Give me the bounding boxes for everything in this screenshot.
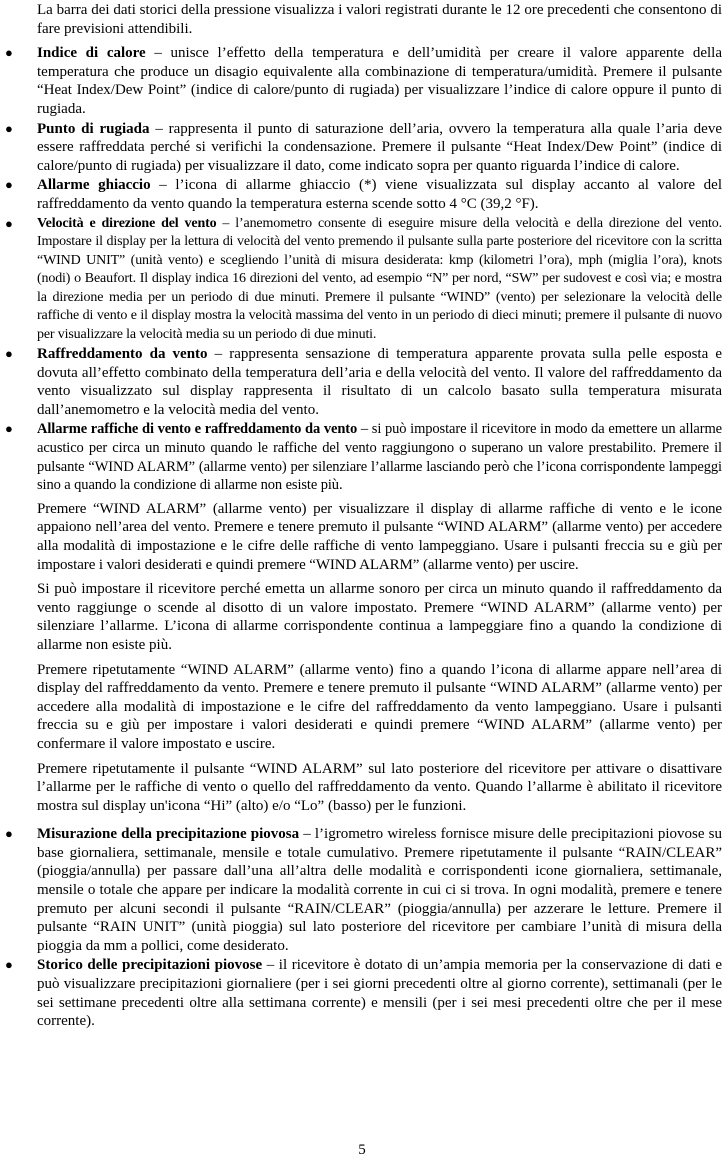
- item-text: – l’icona di allarme ghiaccio (*) viene visualizzata sul display accanto al valore del raffreddamento da vento quando la temperatura esterna scende sotto 4 °C (39,2 °F).: [37, 177, 722, 212]
- wind-alarm-paragraph-4: Premere ripetutamente il pulsante “WIND ALARM” sul lato posteriore del ricevitore per attivare o disattivare l’allarme per le raffiche di vento o quello del raffreddamento da vento. Quando l’allarme è abilitato il ricevitore mostra sul display un'icona “Hi” (alto) e/o “Lo” (basso) per le funzioni.: [37, 760, 722, 814]
- list-item-wind-chill: [5, 345, 722, 419]
- list-item-dew-point: [5, 120, 722, 176]
- item-text: – unisce l’effetto della temperatura e dell’umidità per creare il valore apparente della temperatura che produce un disagio equivalente alla combinazione di temperatura/umidità. Premere il pulsante “Heat Index/Dew Point” (indice di calore/punto di rugiada) per visualizzare l’indice di calore oppure il punto di rugiada.: [37, 45, 722, 117]
- item-term: Raffreddamento da vento: [37, 346, 208, 363]
- item-text: – l’igrometro wireless fornisce misure delle precipitazioni piovose su base giornaliera, settimanale, mensile e totale cumulativo. Premere ripetutamente il pulsante “RAIN/CLEAR” (pioggia/annulla) per passare dall’una all’altra delle modalità e corrispondenti icone giornaliera, settimanale, mensile o totale che appare per indicare la modalità corrente in cui ci si trova. In ogni modalità, premere e tenere premuto per alcuni secondi il pulsante “RAIN/CLEAR” (pioggia/annulla) per azzerare le letture. Premere il pulsante “RAIN UNIT” (unità pioggia) sul lato posteriore del ricevitore per cambiare l’unità di misura della pioggia da mm a pollici, come desiderato.: [37, 826, 722, 954]
- bullet-icon: ●: [5, 957, 13, 973]
- list-item-rain-measurement: [5, 825, 722, 955]
- intro-paragraph: La barra dei dati storici della pressione visualizza i valori registrati durante le 12 ore precedenti che consentono di fare previsioni attendibili.: [37, 2, 722, 37]
- list-item-wind-speed-direction: [5, 215, 722, 345]
- bullet-icon: ●: [5, 826, 13, 842]
- bullet-icon: ●: [5, 215, 13, 231]
- wind-alarm-paragraph-1: Premere “WIND ALARM” (allarme vento) per visualizzare il display di allarme raffiche di vento e le icone appaiono nell’area del vento. Premere e tenere premuto il pulsante “WIND ALARM” (allarme vento) per accedere alla modalità di impostazione e le cifre delle raffiche di vento lampeggiano. Usare i pulsanti freccia su e giù per impostare i valori desiderati e quindi premere “WIND ALARM” (allarme vento) per uscire.: [37, 500, 722, 573]
- item-text: – si può impostare il ricevitore in modo da emettere un allarme acustico per circa un minuto quando le raffiche del vento raggiungono o superano un valore prestabilito. Premere il pulsante “WIND ALARM” (allarme vento) per silenziare l’allarme lasciando però che l’icona corrispondente lampeggi sino a quando la condizione di allarme non esiste più.: [37, 421, 722, 494]
- item-text: – rappresenta il punto di saturazione dell’aria, ovvero la temperatura alla quale l’aria deve essere raffreddata perché si verifichi la condensazione. Premere il pulsante “Heat Index/Dew Point” (indice di calore/punto di rugiada) per visualizzare il dato, come indicato sopra per quanto riguarda l’indice di calore.: [37, 120, 722, 174]
- item-term: Misurazione della precipitazione piovosa: [37, 826, 300, 843]
- wind-alarm-paragraph-2: Si può impostare il ricevitore perché emetta un allarme sonoro per circa un minuto quando il raffreddamento da vento raggiunge o scende al disotto di un valore impostato. Premere “WIND ALARM” (allarme vento) per silenziare l’allarme. L’icona di allarme corrispondente continua a lampeggiare fino a quando la condizione di allarme non esiste più.: [37, 581, 722, 653]
- list-item-heat-index: [5, 44, 722, 118]
- bullet-icon: ●: [5, 421, 13, 437]
- item-term: Allarme raffiche di vento e raffreddamento da vento: [37, 421, 358, 438]
- page-number: 5: [358, 1142, 366, 1158]
- item-term: Velocità e direzione del vento: [37, 215, 217, 231]
- rain-feature-list: [5, 825, 722, 1031]
- feature-list: [5, 44, 722, 495]
- bullet-icon: ●: [5, 177, 13, 193]
- item-term: Punto di rugiada: [37, 120, 150, 137]
- item-term: Indice di calore: [37, 45, 146, 62]
- document-page: [0, 1, 724, 1160]
- list-item-ice-alarm: [5, 176, 722, 213]
- item-text: – il ricevitore è dotato di un’ampia memoria per la conservazione di dati e può visualizzare precipitazioni giornaliere (per i sei giorni precedenti oltre al giorno corrente), settimanali (per le sei settimane precedenti oltre alla settimana corrente) e mensili (per i sei mesi precedenti oltre che per il mese corrente).: [37, 957, 722, 1030]
- list-item-rain-history: [5, 956, 722, 1030]
- list-item-wind-alarm: [5, 420, 722, 494]
- bullet-icon: ●: [5, 45, 13, 61]
- item-term: Storico delle precipitazioni piovose: [37, 957, 263, 974]
- item-text: – l’anemometro consente di eseguire misure della velocità e della direzione del vento. Impostare il display per la lettura di velocità del vento premendo il pulsante sulla parte posteriore del ricevitore con la scritta “WIND UNIT” (unità vento) e scegliendo l’unità di misura desiderata: kmp (kilometri l’ora), mph (miglia l’ora), knots (nodi) o Beaufort. Il display indica 16 direzioni del vento, ad esempio “N” per nord, “SW” per sudovest e così via; e mostra la direzione media per un periodo di due minuti. Premere il pulsante “WIND” (vento) per selezionare la velocità delle raffiche di vento e il display mostra la velocità massima del vento in un periodo di dieci minuti; premere il pulsante di nuovo per visualizzare la velocità media su un periodo di due minuti.: [37, 215, 722, 342]
- item-term: Allarme ghiaccio: [37, 177, 151, 194]
- bullet-icon: ●: [5, 120, 13, 136]
- item-text: – rappresenta sensazione di temperatura apparente provata sulla pelle esposta e dovuta all’effetto combinato della temperatura dell’aria e della velocità del vento. Il valore del raffreddamento da vento visualizzato sul display rappresenta il risultato di un calcolo basato sulla temperatura misurata dall’anemometro e la velocità media del vento.: [37, 346, 722, 418]
- bullet-icon: ●: [5, 346, 13, 362]
- wind-alarm-paragraph-3: Premere ripetutamente “WIND ALARM” (allarme vento) fino a quando l’icona di allarme appare nell’area di display del raffreddamento da vento. Premere e tenere premuto il pulsante “WIND ALARM” (allarme vento) per accedere alla modalità di impostazione e le cifre del raffreddamento da vento lampeggiano. Usare i pulsanti freccia su e giù per impostare i valori desiderati e quindi premere “WIND ALARM” (allarme vento) per confermare il valore impostato e uscire.: [37, 661, 722, 752]
